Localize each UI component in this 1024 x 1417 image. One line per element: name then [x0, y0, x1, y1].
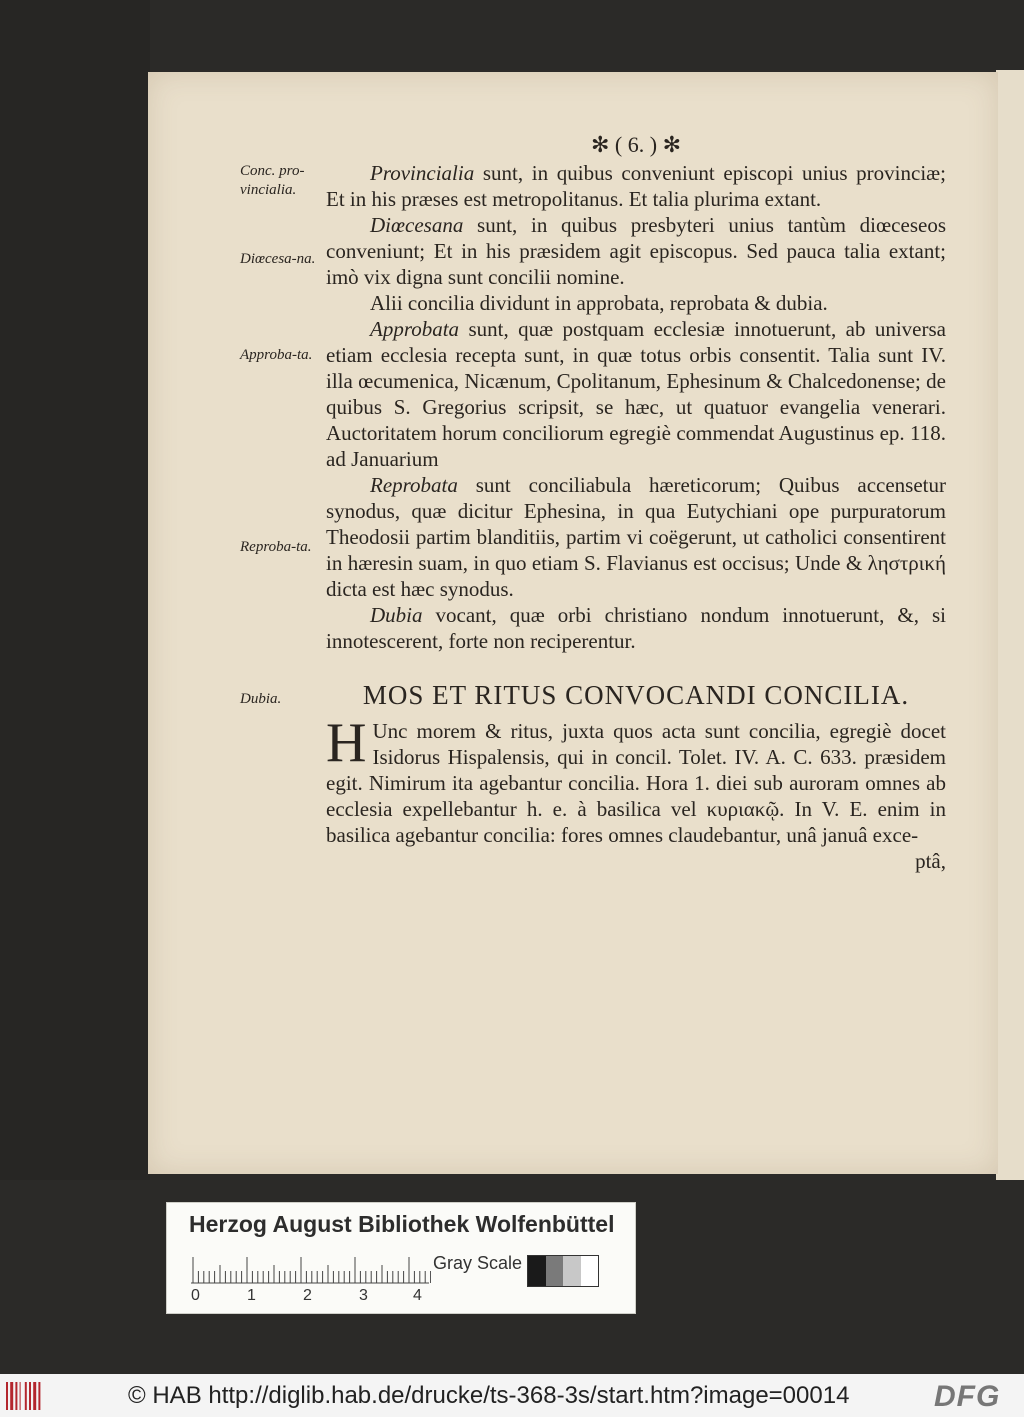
ruler-number: 0: [191, 1287, 200, 1304]
paragraph-lead: Approbata: [370, 317, 460, 341]
adjacent-page-edge: [996, 70, 1024, 1180]
margin-note-reprobata: Reproba-ta.: [240, 539, 312, 555]
gray-swatch: [528, 1256, 546, 1286]
footer-url[interactable]: © HAB http://diglib.hab.de/drucke/ts-368-3s/start.htm?image=00014: [128, 1382, 850, 1409]
margin-note-dubia: Dubia.: [240, 691, 282, 707]
grayscale-bar: [527, 1255, 599, 1287]
margin-note-approbata: Approba-ta.: [240, 347, 313, 363]
page-number: ✻ ( 6. ) ✻: [590, 132, 682, 157]
scan-backdrop: [0, 0, 150, 1180]
paragraph-lead: Provincialia: [370, 161, 475, 185]
page-content: [326, 132, 946, 874]
paragraph-text: sunt conciliabula hæreticorum; Quibus accensetur synodus, quæ dicitur Ephesina, in qua Eutychiani ope purpuratorum Theodosii partim blanditiis, partim vi coëgerunt, ut catholici consentirent in hæresin suam, in quo etiam S. Flavianus est occisus; Unde & ληστρική dicta est hæc synodus.: [326, 473, 946, 601]
ruler-number: 4: [413, 1287, 422, 1304]
grayscale-label: Gray Scale: [433, 1253, 523, 1273]
barcode-icon: [6, 1382, 46, 1410]
calibration-card: [166, 1202, 636, 1314]
paragraph-text: vocant, quæ orbi christiano nondum innotuerunt, &, si innotescerent, forte non reciperentur.: [326, 603, 946, 653]
paragraph-text: Alii concilia dividunt in approbata, reprobata & dubia.: [370, 291, 828, 315]
paragraph-text: sunt, in quibus presbyteri unius tantùm diœceseos conveniunt; Et in his præsidem agit episcopus. Sed pauca talia extant; imò vix digna sunt concilii nomine.: [326, 213, 946, 289]
ruler-number: 3: [359, 1287, 368, 1304]
library-name: Herzog August Bibliothek Wolfenbüttel: [189, 1211, 615, 1237]
gray-swatch: [563, 1256, 581, 1286]
gray-swatch: [581, 1256, 599, 1286]
paragraph-lead: Diœcesana: [370, 213, 464, 237]
margin-note-dioecesana: Diœcesa-na.: [240, 251, 316, 267]
paragraph-dioecesana: [326, 212, 946, 290]
paragraph-lead: Reprobata: [370, 473, 458, 497]
paragraph-text: sunt, quæ postquam ecclesiæ innotuerunt, ab universa etiam ecclesia recepta sunt, in quæ totus orbis consentit. Talia sunt IV. illa œcumenica, Nicænum, Cpolitanum, Ephesinum & Chalcedonense; de quibus S. Gregorius scripsit, se hæc, ut quatuor evangelia venerari. Auctoritatem horum conciliorum egregiè commendat Augustinus ep. 118. ad Januarium: [326, 317, 946, 471]
document-page: [148, 72, 998, 1174]
footer-bar: [0, 1374, 1024, 1417]
section-heading: MOS ET RITUS CONVOCANDI CONCILIA.: [362, 680, 910, 710]
ruler-number: 2: [303, 1287, 312, 1304]
catchword: ptâ,: [915, 849, 946, 873]
gray-swatch: [546, 1256, 564, 1286]
paragraph-provincialia: [326, 160, 946, 212]
margin-note-provincialia: Conc. pro-vincialia.: [240, 163, 305, 198]
paragraph-lead: Dubia: [370, 603, 423, 627]
paragraph-division: [326, 290, 946, 316]
paragraph-approbata: [326, 316, 946, 472]
paragraph-text: Unc morem & ritus, juxta quos acta sunt concilia, egregiè docet Isidorus Hispalensis, qui in concil. Tolet. IV. A. C. 633. præsidem egit. Nimirum ita agebantur concilia. Hora 1. diei sub auroram omnes ab ecclesia expellebantur h. e. à basilica vel κυριακῷ. In V. E. enim in basilica agebantur concilia: fores omnes claudebantur, unâ januâ exce-: [326, 719, 946, 847]
paragraph-dubia: [326, 602, 946, 654]
drop-cap: H: [326, 712, 367, 774]
paragraph-mos-et-ritus: [326, 712, 946, 848]
paragraph-text: sunt, in quibus conveniunt episcopi unius provinciæ; Et in his præses est metropolitanus. Et talia plurima extant.: [326, 161, 946, 211]
paragraph-reprobata: [326, 472, 946, 602]
dfg-logo: DFG: [934, 1380, 1001, 1413]
ruler-number: 1: [247, 1287, 256, 1304]
